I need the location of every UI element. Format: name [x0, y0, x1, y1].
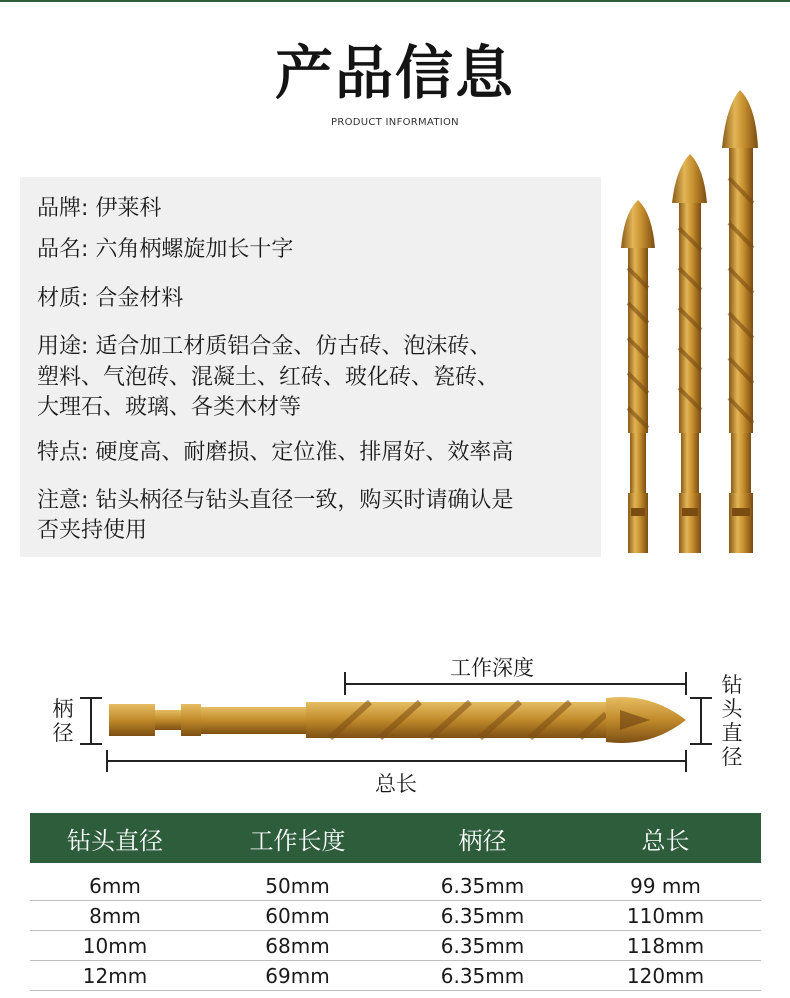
shank-diameter-label: 柄径 [52, 697, 74, 745]
bit-diameter-label: 钻头直径 [721, 673, 743, 769]
table-cell: 6.35mm [440, 873, 525, 898]
spec-table [30, 813, 761, 991]
info-usage-line: 塑料、气泡砖、混凝土、红砖、玻化砖、瓷砖、 [37, 365, 500, 390]
table-cell: 68mm [265, 933, 330, 958]
drill-bit-image [109, 697, 686, 743]
table-row [30, 961, 761, 991]
table-row [30, 931, 761, 961]
table-cell: 69mm [265, 963, 330, 988]
table-cell: 120mm [626, 963, 705, 988]
table-cell: 118mm [626, 933, 705, 958]
info-usage-line: 用途: 适合加工材质铝合金、仿古砖、泡沫砖、 [37, 334, 492, 359]
table-cell: 8mm [89, 903, 141, 928]
table-cell: 60mm [265, 903, 330, 928]
table-cell: 50mm [265, 873, 330, 898]
header-shank: 柄径 [458, 826, 507, 855]
three-drill-bits-image [612, 88, 790, 560]
top-divider [0, 0, 790, 2]
work-depth-label: 工作深度 [450, 656, 534, 680]
total-length-label: 总长 [375, 772, 417, 796]
info-features: 特点: 硬度高、耐磨损、定位准、排屑好、效率高 [37, 440, 514, 465]
table-cell: 10mm [82, 933, 148, 958]
header-total-length: 总长 [641, 826, 690, 855]
table-row [30, 901, 761, 931]
info-material: 材质: 合金材料 [37, 286, 184, 311]
table-cell: 12mm [82, 963, 148, 988]
info-brand: 品牌: 伊莱科 [37, 196, 162, 221]
dimension-diagram [0, 640, 790, 800]
table-cell: 6.35mm [440, 963, 525, 988]
table-row [30, 871, 761, 901]
info-notice-line: 注意: 钻头柄径与钻头直径一致，购买时请确认是 [37, 488, 514, 513]
table-header [30, 813, 761, 863]
info-notice-line: 否夹持使用 [37, 518, 148, 543]
table-cell: 6.35mm [440, 933, 525, 958]
drill-bit-medium [672, 154, 707, 553]
header-work-length: 工作长度 [249, 826, 346, 855]
header-bit-diameter: 钻头直径 [67, 826, 163, 855]
page-subtitle: PRODUCT INFORMATION [331, 117, 459, 128]
product-info-panel [20, 177, 601, 557]
info-usage-line: 大理石、玻璃、各类木材等 [37, 395, 302, 420]
table-cell: 99 mm [630, 873, 701, 898]
info-name: 品名: 六角柄螺旋加长十字 [37, 237, 294, 262]
table-cell: 6mm [89, 873, 141, 898]
table-cell: 6.35mm [440, 903, 525, 928]
drill-bit-large [722, 90, 758, 553]
table-cell: 110mm [626, 903, 705, 928]
drill-bit-small [621, 200, 655, 553]
page-title: 产品信息 [274, 39, 515, 107]
